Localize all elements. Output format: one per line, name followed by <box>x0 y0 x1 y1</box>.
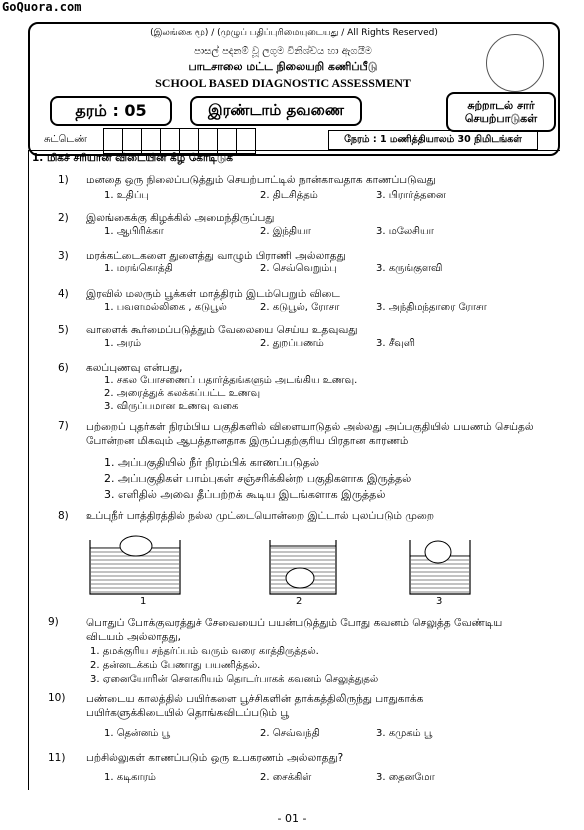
question-3-text: மரக்கட்டைகளை துளைத்து வாழும் பிராணி அல்லாதது <box>86 250 346 262</box>
header-english-title: SCHOOL BASED DIAGNOSTIC ASSESSMENT <box>155 76 411 90</box>
egg-icon <box>286 568 314 588</box>
question-7-option-2[interactable]: 2. அப்பகுதிகள் பாம்புகள் சஞ்சரிக்கின்ற பகுதிகளாக இருத்தல் <box>104 472 412 485</box>
question-8-option-3[interactable]: 3 <box>436 596 443 607</box>
question-9-option-3[interactable]: 3. ஏனையோரின் சௌகரியம் தொடர்பாகக் கவனம் செலுத்துதல் <box>90 674 379 685</box>
question-6-option-3[interactable]: 3. விருப்பமான உணவு வகை <box>104 401 239 412</box>
question-1-option-1[interactable]: 1. உதிப்பு <box>104 190 149 201</box>
divider <box>28 150 560 151</box>
rights-notice: (இலங்கை மூ) / (முழுப் பதிப்புரிமையுடையது / All Rights Reserved) <box>150 28 438 38</box>
question-1-number: 1) <box>58 174 69 186</box>
question-8-text: உப்புநீர் பாத்திரத்தில் நல்ல முட்டையொன்றை இட்டால் புலப்படும் முறை <box>86 510 434 522</box>
exam-header <box>28 22 560 156</box>
egg-icon <box>425 541 451 563</box>
header-sinhala-title: පාසල් පදනම් වූ ලගුම විනිශ්චය හා ඇගයීම <box>194 46 372 57</box>
question-11-number: 11) <box>48 752 66 764</box>
question-4-text: இரவில் மலரும் பூக்கள் மாத்திரம் இடம்பெறும் விடை <box>86 288 340 300</box>
question-9-text: பொதுப் போக்குவரத்துச் சேவையைப் பயன்படுத்தும் போது கவனம் செலுத்த வேண்டிய விடயம் அல்லாதது, <box>86 617 503 643</box>
site-watermark: GoQuora.com <box>2 0 82 14</box>
question-9-number: 9) <box>48 616 59 628</box>
question-1-option-2[interactable]: 2. திடசித்தம் <box>260 190 318 201</box>
question-3-number: 3) <box>58 250 69 262</box>
question-2-option-1[interactable]: 1. ஆபிரிக்கா <box>104 226 164 237</box>
question-7-text: பற்றைப் புதர்கள் நிரம்பிய பகுதிகளில் விளையாடுதல் அல்லது அப்பகுதியில் பயணம் செய்தல் போன்றன மிகவும் ஆபத்தானதாக இருப்பதற்குரிய பிரதான காரணம் <box>86 421 534 447</box>
question-4-option-3[interactable]: 3. அந்திமந்தாரை ரோசா <box>376 302 487 313</box>
question-1-text: மனதை ஒரு நிலைப்படுத்தும் செயற்பாட்டில் நான்காவதாக காணப்படுவது <box>86 174 436 186</box>
grade-box: தரம் : 05 <box>50 96 172 126</box>
question-4-option-2[interactable]: 2. கடுபூல், ரோசா <box>260 302 340 313</box>
question-1-option-3[interactable]: 3. பிரார்த்தனை <box>376 190 446 201</box>
question-6-option-1[interactable]: 1. சகல போசணைப் பதார்த்தங்களும் அடங்கிய உணவு. <box>104 375 358 386</box>
subject-box: சுற்றாடல் சார் செயற்பாடுகள் <box>446 92 556 132</box>
beaker-2[interactable] <box>270 540 336 594</box>
time-box: நேரம் : 1 மணித்தியாலம் 30 நிமிடங்கள் <box>328 130 538 150</box>
question-9-option-2[interactable]: 2. தன்னடக்கம் பேணாது பயணித்தல். <box>90 660 261 671</box>
question-9-option-1[interactable]: 1. தமக்குரிய சந்தர்ப்பம் வரும் வரை காத்திருத்தல். <box>90 646 319 657</box>
beaker-1[interactable] <box>90 536 180 594</box>
question-7-option-1[interactable]: 1. அப்பகுதியில் நீர் நிரம்பிக் காணப்படுதல் <box>104 456 319 469</box>
margin-line <box>28 150 29 790</box>
question-10-option-2[interactable]: 2. செவ்வந்தி <box>260 728 320 739</box>
question-2-text: இலங்கைக்கு கிழக்கில் அமைந்திருப்பது <box>86 212 275 224</box>
question-5-number: 5) <box>58 324 69 336</box>
question-5-option-2[interactable]: 2. துறப்பணம் <box>260 338 324 349</box>
beaker-3[interactable] <box>410 540 470 594</box>
egg-icon <box>120 536 152 556</box>
question-11-option-2[interactable]: 2. சைக்கிள் <box>260 772 312 783</box>
question-5-text: வாளைக் கூர்மைப்படுத்தும் வேலையை செய்ய உதவுவது <box>86 324 358 336</box>
question-11-option-1[interactable]: 1. கடிகாரம் <box>104 772 156 783</box>
question-4-number: 4) <box>58 288 69 300</box>
question-5-option-1[interactable]: 1. அரம் <box>104 338 142 349</box>
question-11-option-3[interactable]: 3. தைனமோ <box>376 772 435 783</box>
question-10-option-3[interactable]: 3. கமுகம் பூ <box>376 728 433 739</box>
seal-icon <box>486 34 544 92</box>
question-10-number: 10) <box>48 692 66 704</box>
question-2-option-2[interactable]: 2. இந்தியா <box>260 226 311 237</box>
question-6-number: 6) <box>58 362 69 374</box>
question-6-text: கலப்புணவு என்பது, <box>86 362 183 374</box>
section-title: 1. மிகச் சரியான விடையின் கீழ் கோடிடுக <box>32 152 233 164</box>
question-3-option-1[interactable]: 1. மரங்கொத்தி <box>104 263 173 274</box>
page-number: - 01 - <box>277 812 307 825</box>
header-tamil-title: பாடசாலை மட்ட நிலையறி கணிப்பீடு <box>188 60 378 73</box>
question-10-text: பண்டைய காலத்தில் பயிர்களை பூச்சிகளின் தாக்கத்திலிருந்து பாதுகாக்க பயிர்களுக்கிடையில் தொங்கவிடப்படும் பூ <box>86 693 424 719</box>
question-10-option-1[interactable]: 1. தென்னம் பூ <box>104 728 171 739</box>
question-3-option-2[interactable]: 2. செவ்வெறும்பு <box>260 263 337 274</box>
question-2-option-3[interactable]: 3. மலேசியா <box>376 226 434 237</box>
question-8-option-1[interactable]: 1 <box>140 596 147 607</box>
question-7-number: 7) <box>58 420 69 432</box>
question-2-number: 2) <box>58 212 69 224</box>
question-4-option-1[interactable]: 1. பவளமல்லிகை , கடுபூல் <box>104 302 227 313</box>
beaker-diagrams <box>60 534 480 604</box>
question-8-option-2[interactable]: 2 <box>296 596 303 607</box>
question-6-option-2[interactable]: 2. அரைத்துக் கலக்கப்பட்ட உணவு <box>104 388 261 399</box>
question-5-option-3[interactable]: 3. சீவுளி <box>376 338 415 349</box>
question-8-number: 8) <box>58 510 69 522</box>
question-3-option-3[interactable]: 3. கருங்குளவி <box>376 263 443 274</box>
term-box: இரண்டாம் தவணை <box>190 96 362 126</box>
question-11-text: பற்சில்லுகள் காணப்படும் ஒரு உபகரணம் அல்லாதது? <box>86 752 344 764</box>
question-7-option-3[interactable]: 3. எளிதில் அவை தீப்பற்றக் கூடிய இடங்களாக இருத்தல் <box>104 488 386 501</box>
index-label: சுட்டெண் <box>44 134 87 145</box>
